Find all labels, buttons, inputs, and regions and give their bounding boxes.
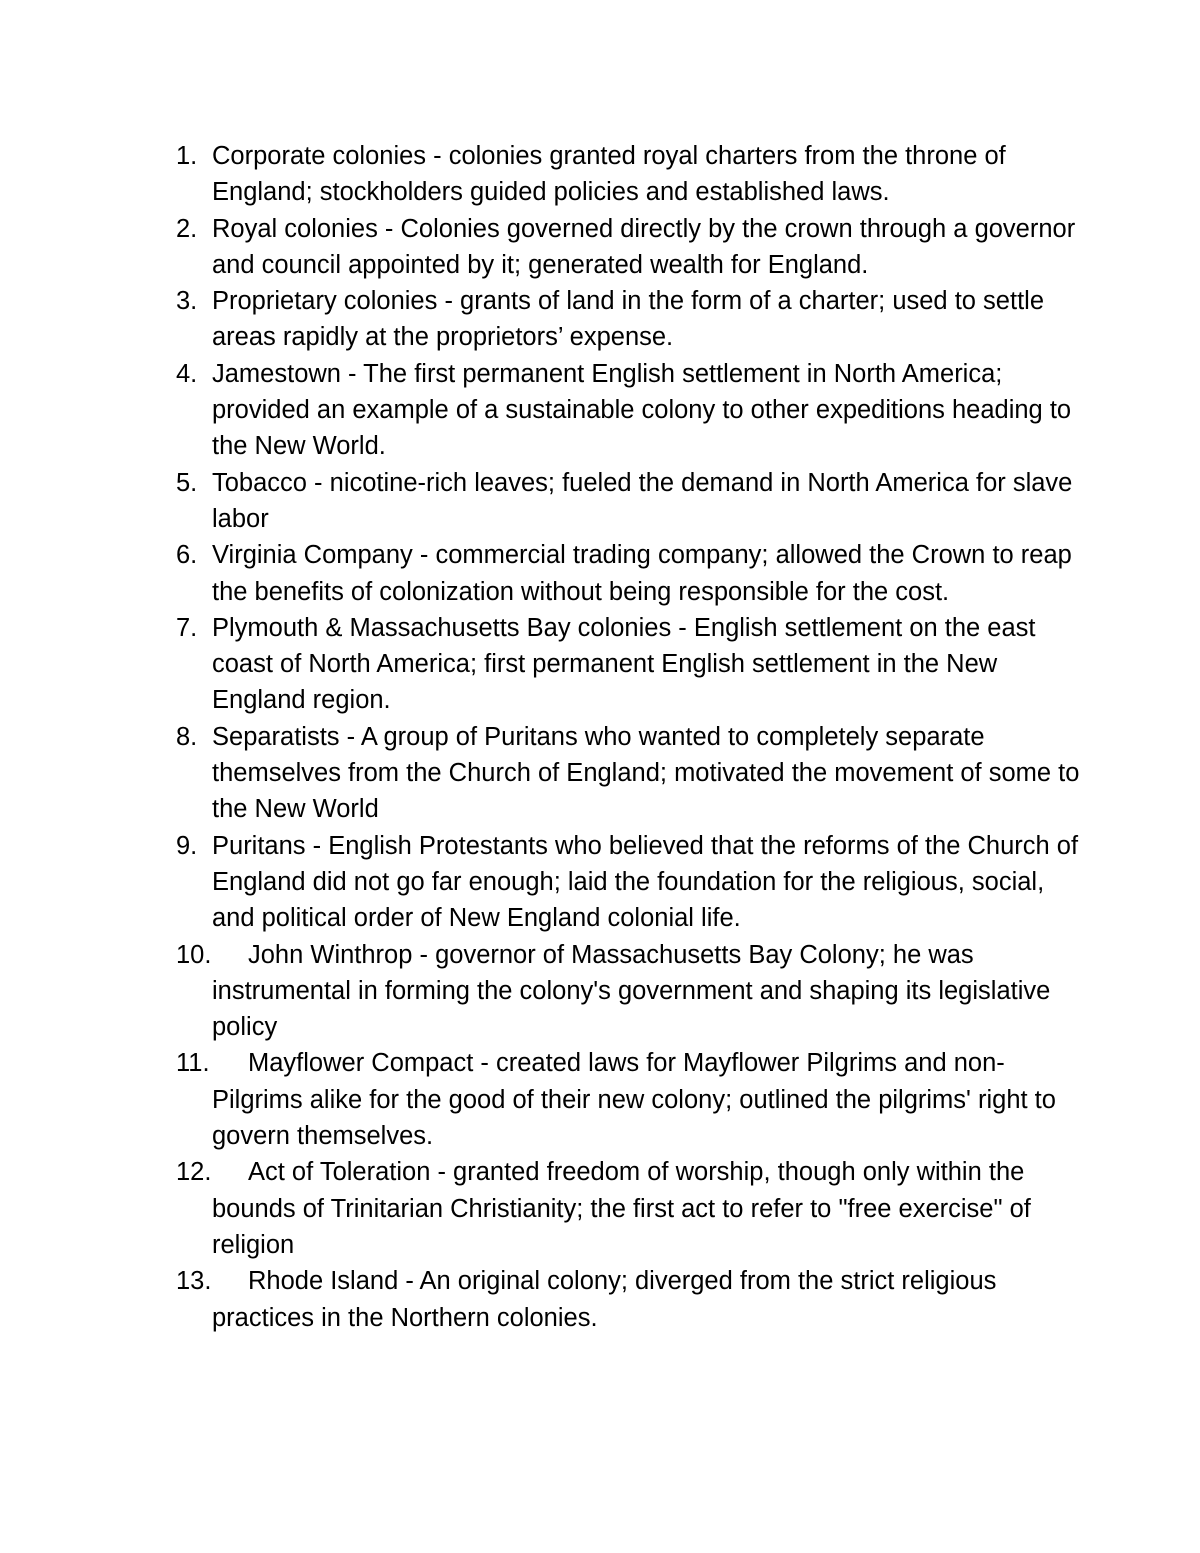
item-number: 10. [176,940,212,969]
item-text-content: Rhode Island - An original colony; diverged from the strict religious practices in the Northern colonies. [212,1267,997,1332]
item-text: Separatists - A group of Puritans who wanted to completely separate themselves from the Church of England; motivated the movement of some to the New World [212,722,1080,824]
list-item [0,211,1200,284]
item-text [212,937,1080,1046]
item-number: 4. [176,359,198,388]
item-text [212,1045,1080,1154]
item-text: Corporate colonies - colonies granted royal charters from the throne of England; stockholders guided policies and established laws. [212,142,1006,207]
list-item [0,1154,1200,1263]
list-item [0,356,1200,465]
list-item [0,138,1200,211]
item-text-content: Mayflower Compact - created laws for Mayflower Pilgrims and non-Pilgrims alike for the good of their new colony; outlined the pilgrims' right to govern themselves. [212,1049,1056,1151]
item-number: 12. [176,1158,212,1187]
list-item [0,1045,1200,1154]
item-number: 3. [176,287,198,316]
item-text-content: Act of Toleration - granted freedom of worship, though only within the bounds of Trinitarian Christianity; the first act to refer to "free exercise" of religion [212,1158,1031,1259]
list-item [0,465,1200,538]
item-number: 2. [176,214,198,243]
item-number: 1. [176,142,198,170]
list-item [0,283,1200,356]
term-list [0,138,1200,1336]
list-item [0,1263,1200,1336]
list-item [0,719,1200,828]
item-text: Jamestown - The first permanent English settlement in North America; provided an example of a sustainable colony to other expeditions heading to the New World. [212,359,1072,461]
item-text-content: John Winthrop - governor of Massachusetts Bay Colony; he was instrumental in forming the colony's government and shaping its legislative policy [212,940,1051,1042]
list-item [0,937,1200,1046]
list-item [0,610,1200,719]
item-number: 6. [176,541,198,570]
item-number: 9. [176,831,198,860]
item-number: 13. [176,1267,212,1296]
item-text: Plymouth & Massachusetts Bay colonies - English settlement on the east coast of North America; first permanent English settlement in the New England region. [212,613,1036,715]
item-number: 5. [176,468,198,497]
item-text: Proprietary colonies - grants of land in the form of a charter; used to settle areas rapidly at the proprietors’ expense. [212,287,1044,352]
item-number: 7. [176,613,198,642]
item-text [212,1154,1080,1263]
list-item [0,828,1200,937]
item-text [212,1263,1080,1336]
item-text: Virginia Company - commercial trading company; allowed the Crown to reap the benefits of colonization without being responsible for the cost. [212,541,1072,606]
item-number: 8. [176,722,198,751]
item-number: 11. [176,1049,210,1078]
item-text: Royal colonies - Colonies governed directly by the crown through a governor and council appointed by it; generated wealth for England. [212,214,1076,279]
item-text: Tobacco - nicotine-rich leaves; fueled the demand in North America for slave labor [212,468,1073,533]
list-item [0,537,1200,610]
item-text: Puritans - English Protestants who believed that the reforms of the Church of England did not go far enough; laid the foundation for the religious, social, and political order of New England colonial life. [212,831,1079,933]
